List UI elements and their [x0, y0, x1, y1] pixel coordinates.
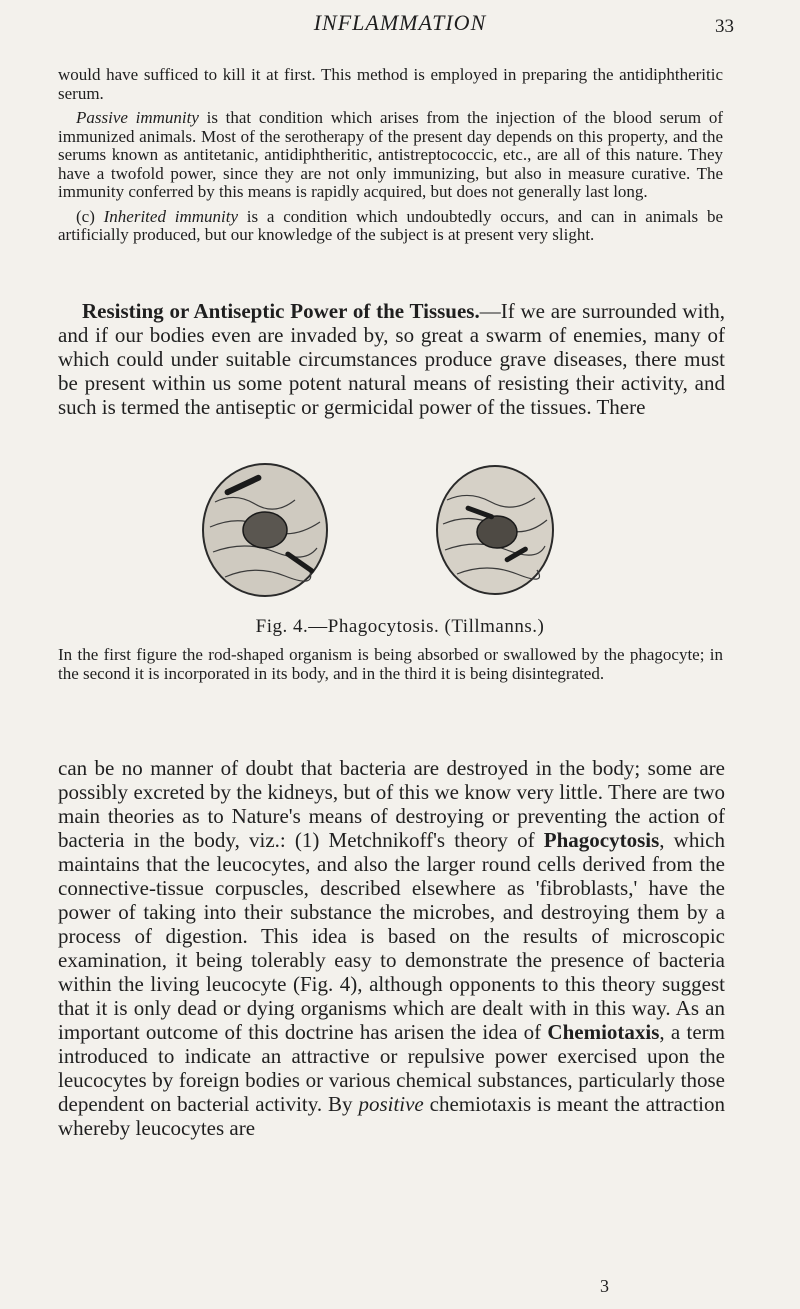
figure-description: In the first figure the rod-shaped organism is being absorbed or swallowed by the phagocyte; in the second it is incorporated in its body, and in the third it is being disintegrated. [58, 645, 723, 683]
inherited-immunity-prefix: (c) [76, 206, 104, 226]
passive-immunity-paragraph [58, 109, 723, 202]
phagocyte-illustration-2 [425, 452, 565, 602]
inherited-immunity-text: is a condition which undoubtedly occurs, and can in animals be artificially produced, but our knowledge of the subject is at present very slight. [58, 206, 723, 244]
continuation-text-c: , a term introduced to indicate an attractive or repulsive power exercised upon the leucocytes by foreign bodies or various chemical substances, particularly those dependent on bacterial activity. By [58, 1020, 725, 1116]
passive-immunity-term: Passive immunity [76, 108, 199, 127]
intro-block [58, 66, 723, 251]
inherited-immunity-paragraph [58, 208, 723, 245]
page-number: 33 [715, 16, 734, 37]
phagocytosis-term: Phagocytosis [543, 828, 660, 852]
figure-caption: Fig. 4.—Phagocytosis. (Tillmanns.) [255, 616, 545, 637]
phagocyte-illustration-1 [195, 452, 335, 602]
printer-signature: 3 [600, 1276, 609, 1296]
section-text: —If we are surrounded with, and if our bodies even are invaded by, so great a swarm of enemies, many of which could under suitable circumstances produce grave diseases, there must be present within us some potent natural means of resisting their activity, and such is termed the antiseptic or germicidal power of the tissues. There [58, 299, 726, 419]
inherited-immunity-term: Inherited immunity [103, 206, 238, 226]
running-title: INFLAMMATION [313, 10, 487, 35]
intro-paragraph-1: would have sufficed to kill it at first. This method is employed in preparing the antidiphtheritic serum. [58, 65, 723, 103]
continuation-text-b: , which maintains that the leucocytes, and also the larger round cells derived from the connective-tissue corpuscles, described elsewhere as 'fibroblasts,' have the power of taking into their substance the microbes, and destroying them by a process of digestion. This idea is based on the results of microscopic examination, it being tolerably easy to demonstrate the presence of bacteria within the living leucocyte (Fig. 4), although opponents to this theory suggest that it is only dead or dying organisms which are dealt with in this way. As an important outcome of this doctrine has arisen the idea of [58, 828, 725, 1044]
continuation-paragraph [58, 756, 725, 1140]
section-paragraph [58, 299, 725, 419]
phagocytosis-figure [0, 452, 800, 602]
chemiotaxis-term: Chemiotaxis [547, 1020, 660, 1044]
section-resisting-power [58, 299, 725, 419]
section-heading: Resisting or Antiseptic Power of the Tissues. [82, 299, 480, 323]
continuation-block [58, 756, 725, 1140]
continuation-text-a: can be no manner of doubt that bacteria are destroyed in the body; some are possibly excreted by the kidneys, but of this we know very little. There are two main theories as to Nature's means of destroying or preventing the action of bacteria in the body, viz.: (1) Metchnikoff's theory of [58, 756, 725, 852]
positive-term: positive [358, 1092, 424, 1116]
passive-immunity-text: is that condition which arises from the injection of the blood serum of immunized animals. Most of the serotherapy of the present day depends on this property, and the serums known as antitetanic, antidiphtheritic, antistreptococcic, etc., are all of this nature. They have a twofold power, since they are not only immunizing, but also in measure curative. The immunity conferred by this means is rapidly acquired, but does not generally last long. [58, 108, 723, 201]
continuation-text-d: chemiotaxis is meant the attraction whereby leucocytes are [58, 1092, 725, 1140]
